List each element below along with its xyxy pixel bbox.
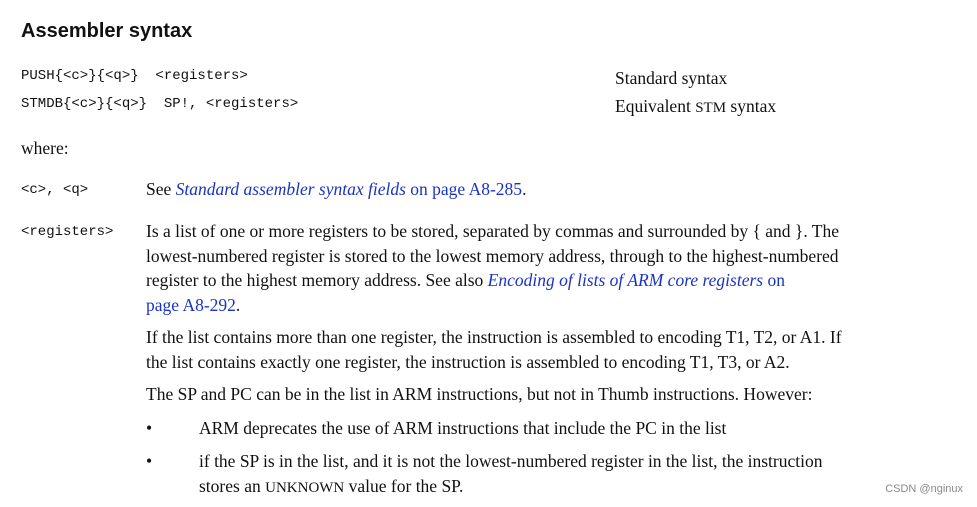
stm-smallcaps: STM xyxy=(695,100,727,116)
stmdb-syntax-description: Equivalent STM syntax xyxy=(615,96,777,116)
stmdb-syntax-code: STMDB{<c>}{<q>} SP!, <registers> xyxy=(21,96,299,112)
term-registers: <registers> xyxy=(21,224,114,240)
bullet-item-sp-unknown: if the SP is in the list, and it is not the lowest-numbered register in the list, the instruction stores an UNKNOWN value for the SP. xyxy=(199,451,823,496)
definition-registers-para2: If the list contains more than one register, the instruction is assembled to encoding T1, T2, or A1. If the list contains exactly one register, the instruction is assembled to encoding T1, T3, or A2. xyxy=(146,327,842,372)
bullet-marker: • xyxy=(146,418,153,438)
push-syntax-code: PUSH{<c>}{<q>} <registers> xyxy=(21,68,248,84)
csdn-watermark: CSDN @nginux xyxy=(885,483,963,495)
standard-syntax-fields-link[interactable]: Standard assembler syntax fields on page A8-285 xyxy=(175,179,523,199)
page-a8-292-link[interactable]: page A8-292 xyxy=(146,294,236,315)
definition-c-q: See Standard assembler syntax fields on page A8-285. xyxy=(146,179,527,199)
definition-registers-para1: Is a list of one or more registers to be stored, separated by commas and surrounded by { and }. The lowest-numbered register is stored to the lowest memory address, through to the highest-numbered register to the highest memory address. See also Encoding of lists of ARM core registers on page A8-292. xyxy=(146,221,839,315)
bullet-item-pc-deprecation: ARM deprecates the use of ARM instructions that include the PC in the list xyxy=(199,418,727,438)
push-syntax-description: Standard syntax xyxy=(615,68,728,88)
unknown-smallcaps: UNKNOWN xyxy=(265,479,345,496)
section-heading: Assembler syntax xyxy=(21,20,193,42)
definition-registers-para3: The SP and PC can be in the list in ARM instructions, but not in Thumb instructions. However: xyxy=(146,384,813,404)
term-c-q: <c>, <q> xyxy=(21,182,89,198)
where-label: where: xyxy=(21,138,69,158)
encoding-lists-link[interactable]: Encoding of lists of ARM core registers on xyxy=(487,270,785,290)
bullet-marker: • xyxy=(146,451,153,471)
